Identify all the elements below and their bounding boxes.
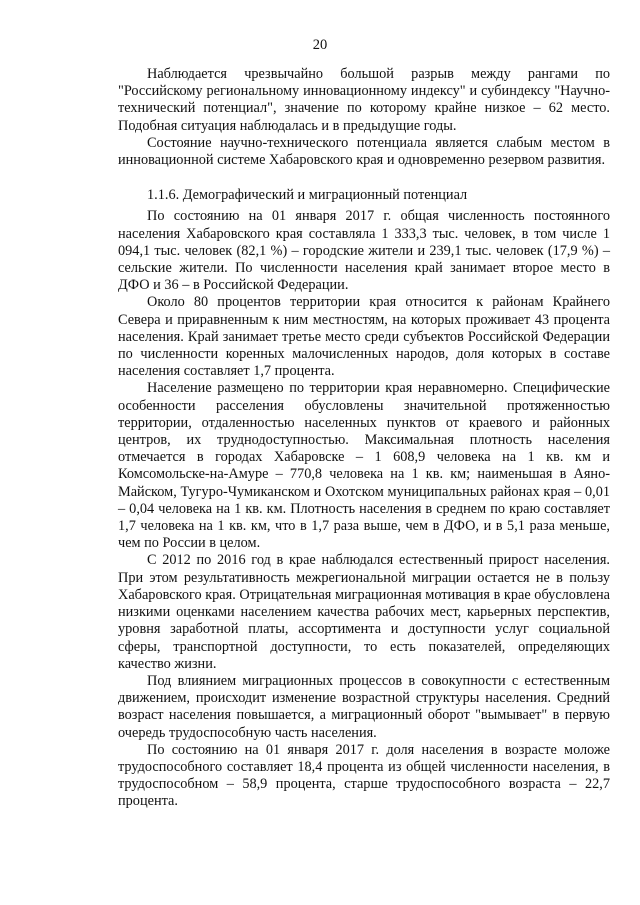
document-body <box>118 66 610 811</box>
paragraph: Наблюдается чрезвычайно большой разрыв между рангами по "Российскому региональному инновационному индексу" и субиндексу "Научно-технический потенциал", значение по которому крайне низкое – 62 место. Подобная ситуация наблюдалась и в предыдущие годы. <box>118 66 610 134</box>
paragraph: С 2012 по 2016 год в крае наблюдался естественный прирост населения. При этом результативность межрегиональной миграции остается не в пользу Хабаровского края. Отрицательная миграционная мотивация в крае обусловлена низкими оценками населением качества рабочих мест, карьерных перспектив, уровня заработной платы, ассортимента и доступности услуг социальной сферы, транспортной доступности, то есть показателей, определяющих качество жизни. <box>118 552 610 672</box>
paragraph: Состояние научно-технического потенциала является слабым местом в инновационной системе Хабаровского края и одновременно резервом развития. <box>118 134 610 169</box>
page-number: 20 <box>312 37 328 53</box>
paragraph: По состоянию на 01 января 2017 г. доля населения в возрасте моложе трудоспособного составляет 18,4 процента из общей численности населения, в трудоспособном – 58,9 процента, старше трудоспособного возраста – 22,7 процента. <box>118 741 610 810</box>
paragraph: Население размещено по территории края неравномерно. Специфические особенности расселения обусловлены значительной протяженностью территории, отдаленностью населенных пунктов от краевого и районных центров, их труднодоступностью. Максимальная плотность населения отмечается в городах Хабаровске – 1 608,9 человека на 1 кв. км и Комсомольске-на-Амуре – 770,8 человека на 1 кв. км; наименьшая в Аяно-Майском, Тугуро-Чумиканском и Охотском муниципальных районах края – 0,01 – 0,04 человека на 1 кв. км. Плотность населения в среднем по краю составляет 1,7 человека на 1 кв. км, что в 1,7 раза выше, чем в ДФО, и в 5,1 раза меньше, чем по России в целом. <box>118 380 610 552</box>
paragraph: Около 80 процентов территории края относится к районам Крайнего Севера и приравненным к ним местностям, на которых проживает 43 процента населения. Край занимает третье место среди субъектов Российской Федерации по численности коренных малочисленных народов, доля которых в составе населения составляет 1,7 процента. <box>118 294 610 380</box>
section-heading: 1.1.6. Демографический и миграционный потенциал <box>147 187 468 204</box>
paragraph: По состоянию на 01 января 2017 г. общая численность постоянного населения Хабаровского края составляла 1 333,3 тыс. человек, в том числе 1 094,1 тыс. человек (82,1 %) – городские жители и 239,1 тыс. человек (17,9 %) – сельские жители. По численности населения край занимает второе место в ДФО и 36 – в Российской Федерации. <box>118 208 610 294</box>
paragraph: Под влиянием миграционных процессов в совокупности с естественным движением, происходит изменение возрастной структуры населения. Средний возраст населения повышается, а миграционный оборот "вымывает" в первую очередь трудоспособную часть населения. <box>118 672 610 741</box>
